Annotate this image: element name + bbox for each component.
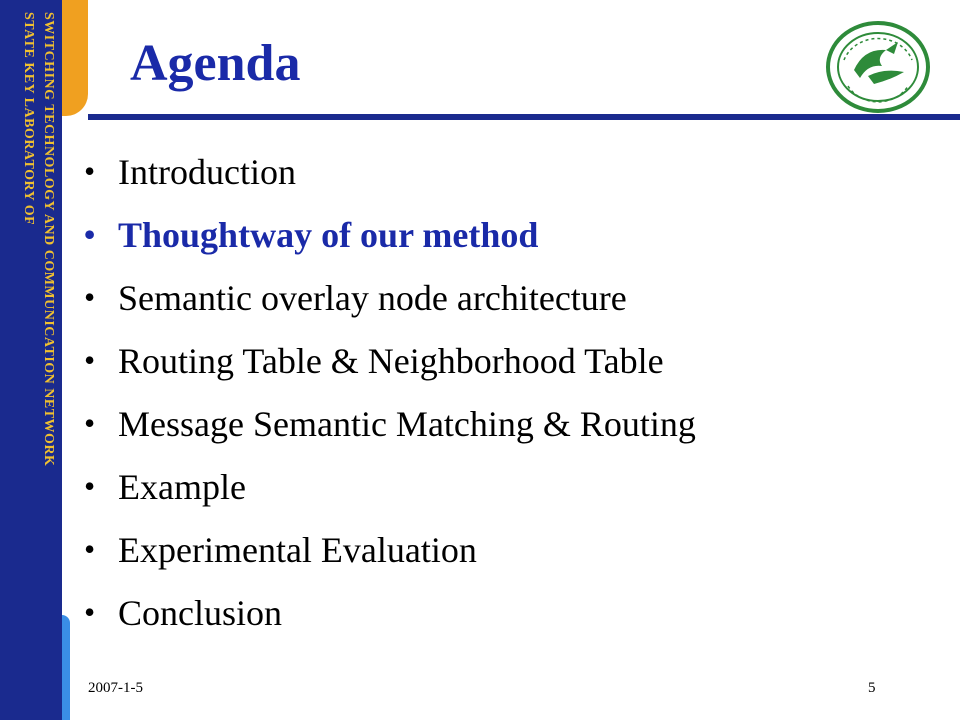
page-number: 5	[868, 680, 876, 696]
agenda-item	[84, 455, 696, 518]
bullet-icon: •	[84, 594, 96, 630]
sidebar-line-2: STATE KEY LABORATORY OF	[21, 12, 36, 226]
agenda-item	[84, 518, 696, 581]
bullet-icon: •	[84, 279, 96, 315]
slide-title: Agenda	[130, 35, 301, 92]
agenda-item-label: Introduction	[118, 151, 296, 192]
agenda-item-label: Semantic overlay node architecture	[118, 277, 627, 318]
bullet-icon: •	[84, 342, 96, 378]
agenda-item	[84, 266, 696, 329]
agenda-item	[84, 203, 696, 266]
bullet-icon: •	[84, 216, 96, 252]
orange-corner-tab	[62, 0, 88, 116]
blue-accent-strip	[62, 615, 70, 720]
bullet-icon: •	[84, 405, 96, 441]
sidebar-banner	[0, 0, 62, 720]
agenda-item	[84, 329, 696, 392]
agenda-item-label: Message Semantic Matching & Routing	[118, 403, 696, 444]
agenda-item-label: Conclusion	[118, 592, 283, 633]
agenda-item-label: Experimental Evaluation	[118, 529, 477, 570]
bullet-icon: •	[84, 531, 96, 567]
bullet-icon: •	[84, 468, 96, 504]
university-logo-icon	[824, 20, 932, 114]
agenda-item	[84, 581, 696, 644]
agenda-item-label: Thoughtway of our method	[118, 214, 539, 255]
agenda-item-label: Routing Table & Neighborhood Table	[118, 340, 664, 381]
sidebar-line-1: SWITCHING TECHNOLOGY AND COMMUNICATION NETWORK	[41, 12, 56, 467]
sidebar-lab-name	[4, 12, 58, 692]
footer-date: 2007-1-5	[88, 680, 143, 696]
agenda-item	[84, 392, 696, 455]
agenda-item	[84, 140, 696, 203]
agenda-item-label: Example	[118, 466, 246, 507]
header-divider	[88, 114, 960, 120]
bullet-icon: •	[84, 153, 96, 189]
agenda-list	[84, 140, 696, 644]
